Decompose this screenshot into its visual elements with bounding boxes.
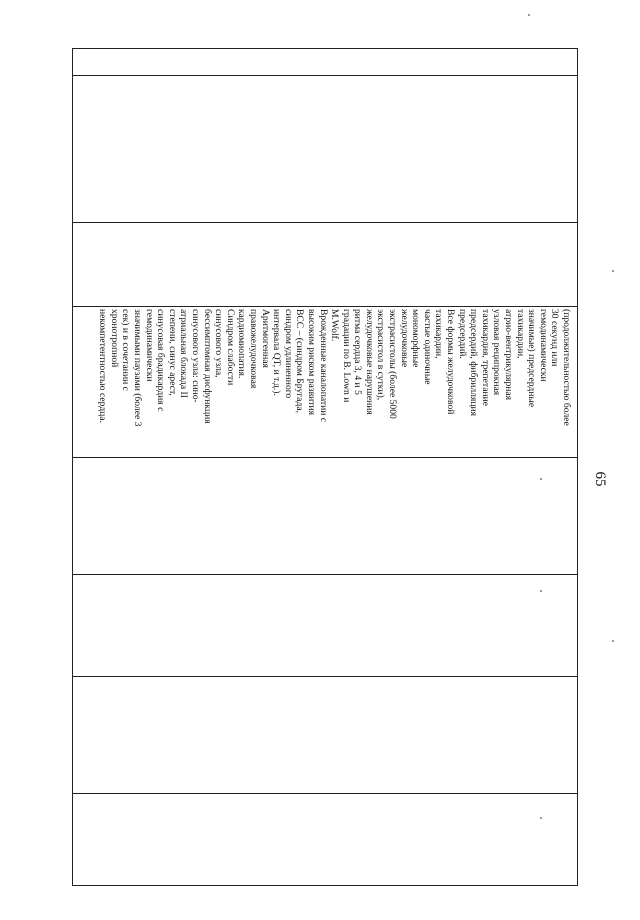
cell-text-line: предсердий. (456, 309, 468, 359)
cell-text-block (80, 309, 572, 455)
table-row-divider (72, 793, 578, 794)
cell-text-line: гемодинамически (537, 309, 549, 382)
scan-speck (540, 590, 542, 592)
cell-text-line: степени, синус арест, (166, 309, 178, 396)
scan-speck (540, 478, 542, 480)
cell-text-line: синусовая брадикардия с (155, 309, 167, 412)
cell-text-line: атрио-вентрикулярная (503, 309, 515, 401)
cell-text-line: частые одиночные (421, 309, 433, 385)
cell-text-line: синдром удлиненного (282, 309, 294, 399)
cell-text-line: тахикардии, (433, 309, 445, 359)
cell-text-line: высоким риском развития (305, 309, 317, 415)
cell-text-line: градации по B. Lown и (340, 309, 352, 403)
table-row-divider (72, 75, 578, 76)
cell-text-line: тахикардии, (514, 309, 526, 359)
cell-text-line: Синдром слабости (224, 309, 236, 386)
cell-text-line: синусового узла, (213, 309, 225, 378)
table-frame (72, 48, 578, 886)
cell-text-line: сек) и в сочетании с (120, 309, 132, 391)
table-row-divider (72, 574, 578, 575)
cell-text-line: мономорфные (410, 309, 422, 368)
cell-text-line: тахикардия, трепетание (479, 309, 491, 407)
cell-text-line: экстрасистол в сутки), (375, 309, 387, 401)
table-row-divider (72, 222, 578, 223)
cell-text-line: значимые) предсердные (526, 309, 538, 408)
cell-text-line: экстрасистолы (более 5000 (387, 309, 399, 419)
table-cell-indications (80, 309, 572, 455)
cell-text-line: желудочковые (398, 309, 410, 368)
cell-text-line: 30 секунд или (549, 309, 561, 367)
cell-text-line: гемодинамически (143, 309, 155, 382)
cell-text-line: ритма сердца 3, 4 и 5 (352, 309, 364, 395)
scan-speck (540, 817, 542, 819)
scan-speck (612, 270, 614, 272)
cell-text-line: правожелудочковая (247, 309, 259, 389)
cell-text-line: Врожденные каналопатии с (317, 309, 329, 422)
cell-text-line: M.Wolf. (329, 309, 341, 342)
cell-text-line: хронотропной (108, 309, 120, 368)
cell-text-line: Все формы желудочковой (445, 309, 457, 415)
scan-speck (612, 640, 614, 642)
cell-text-line: (продолжительностью более (561, 309, 572, 426)
cell-text-line: желудочковые нарушения (363, 309, 375, 415)
table-row-divider (72, 457, 578, 458)
cell-text-line: синусового узла: сино- (190, 309, 201, 403)
scan-speck (528, 14, 530, 16)
cell-text-line: бессимптомная дисфункция (201, 309, 213, 424)
cell-text-line: интервала QT, и т.д.). (271, 309, 283, 396)
cell-text-line: ВСС – (синдром Бругада, (294, 309, 306, 413)
table-row-divider (72, 306, 578, 307)
cell-text-line: узловая реципрокная (491, 309, 503, 396)
cell-text-line: некомпетентностью сердца. (97, 309, 109, 423)
cell-text-line: кардиомиопатия. (236, 309, 248, 379)
cell-text-line: Аритмогенная (259, 309, 271, 368)
cell-text-line: предсердий, фибрилляция (468, 309, 480, 417)
cell-text-line: атриальная блокада II (178, 309, 190, 398)
page-number: 65 (592, 471, 608, 487)
cell-text-line: значимыми паузами (более 3 (132, 309, 144, 427)
table-row-divider (72, 676, 578, 677)
